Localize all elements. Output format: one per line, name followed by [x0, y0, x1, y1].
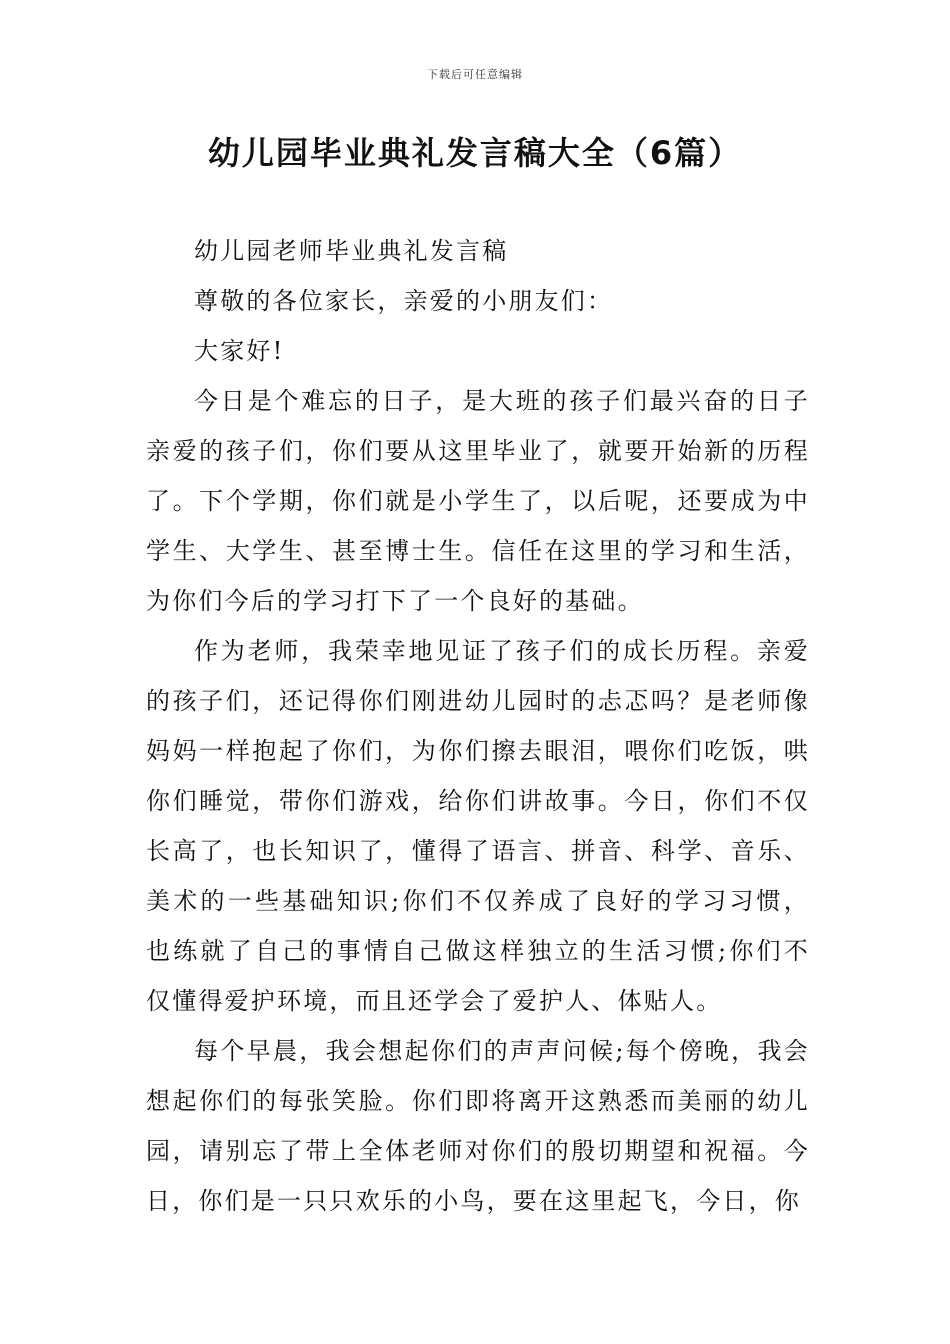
speech-subtitle: 幼儿园老师毕业典礼发言稿 [194, 237, 509, 265]
header-note: 下载后可任意编辑 [427, 68, 523, 81]
document-title: 幼儿园毕业典礼发言稿大全（6篇） [207, 134, 743, 172]
salutation: 尊敬的各位家长，亲爱的小朋友们： [194, 287, 614, 315]
body-paragraph: 每个早晨，我会想起你们的声声问候;每个傍晚，我会想起你们的每张笑脸。你们即将离开这熟悉而美丽的幼儿园，请别忘了带上全体老师对你们的殷切期望和祝福。今日，你们是一只只欢乐的小鸟，要在这里起飞，今日，你 [146, 1037, 810, 1215]
document-body [146, 226, 810, 1226]
greeting: 大家好! [194, 337, 285, 365]
body-paragraph: 今日是个难忘的日子，是大班的孩子们最兴奋的日子亲爱的孩子们，你们要从这里毕业了，就要开始新的历程了。下个学期，你们就是小学生了，以后呢，还要成为中学生、大学生、甚至博士生。信任在这里的学习和生活，为你们今后的学习打下了一个良好的基础。 [146, 387, 810, 615]
body-paragraph: 作为老师，我荣幸地见证了孩子们的成长历程。亲爱的孩子们，还记得你们刚进幼儿园时的忐忑吗？是老师像妈妈一样抱起了你们，为你们擦去眼泪，喂你们吃饭，哄你们睡觉，带你们游戏，给你们讲故事。今日，你们不仅长高了，也长知识了，懂得了语言、拼音、科学、音乐、美术的一些基础知识;你们不仅养成了良好的学习习惯，也练就了自己的事情自己做这样独立的生活习惯;你们不仅懂得爱护环境，而且还学会了爱护人、体贴人。 [146, 637, 810, 1015]
